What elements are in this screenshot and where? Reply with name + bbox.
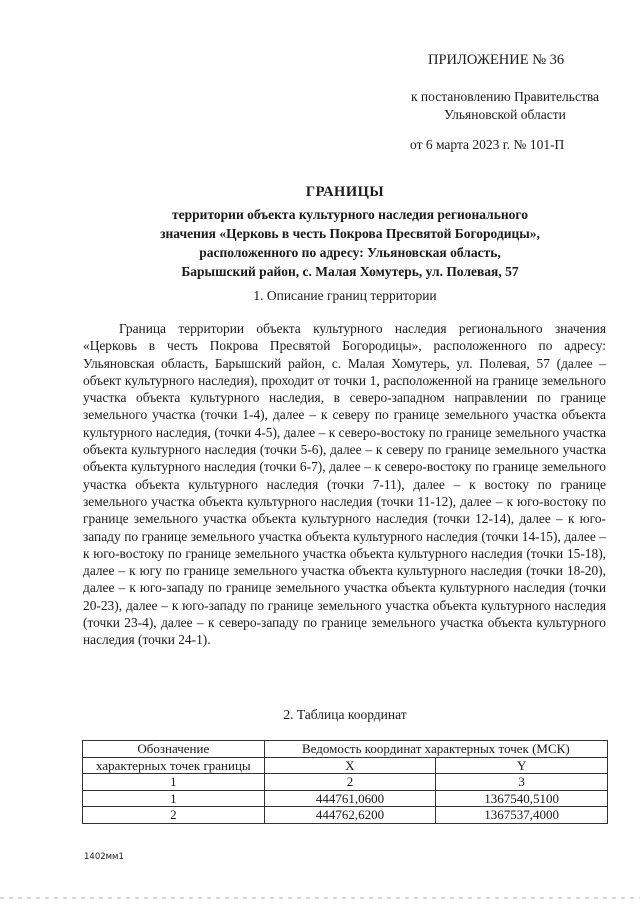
- table-row: [83, 790, 608, 807]
- resolution-date: от 6 марта 2023 г. № 101-П: [410, 137, 565, 152]
- point-number: 1: [83, 790, 265, 807]
- table-header-row: [83, 741, 608, 758]
- subtitle-line-2: значения «Церковь в честь Покрова Пресвятой Богородицы»,: [160, 226, 540, 241]
- x-coordinate: 444762,6200: [264, 807, 436, 824]
- subtitle-line-4: Барышский район, с. Малая Хомутерь, ул. Полевая, 57: [181, 264, 519, 279]
- annex-number: ПРИЛОЖЕНИЕ № 36: [428, 52, 565, 68]
- subtitle-line-3: расположенного по адресу: Ульяновская область,: [199, 245, 501, 260]
- table-subheader-row: [83, 757, 608, 774]
- resolution-line-1: к постановлению Правительства: [410, 89, 600, 104]
- resolution-reference: [390, 88, 620, 124]
- table-row: [83, 807, 608, 824]
- section-2-heading: 2. Таблица координат: [283, 707, 407, 722]
- y-coordinate: 1367537,4000: [436, 807, 608, 824]
- section-1-heading: 1. Описание границ территории: [253, 288, 437, 303]
- footer-code: 1402мм1: [84, 852, 124, 862]
- column-number: 1: [83, 774, 265, 791]
- y-header: Y: [436, 757, 608, 774]
- point-number: 2: [83, 807, 265, 824]
- coordinates-table: [82, 740, 608, 824]
- y-coordinate: 1367540,5100: [436, 790, 608, 807]
- document-subtitle: [130, 205, 570, 281]
- x-header: X: [264, 757, 436, 774]
- column-number: 2: [264, 774, 436, 791]
- subtitle-line-1: территории объекта культурного наследия регионального: [172, 207, 528, 222]
- scan-artifact-line: [0, 897, 640, 899]
- point-designation-header-2: характерных точек границы: [83, 757, 265, 774]
- boundary-description: Граница территории объекта культурного наследия регионального значения «Церковь в честь Покрова Пресвятой Богородицы», расположенного по адресу: Ульяновская область, Барышский район, с. Малая Хомутерь, ул. Полевая, 57 (далее – объект культурного наследия), проходит от точки 1, расположенной на границе земельного участка объекта культурного наследия, в северо-западном направлении по границе земельного участка (точки 1-4), далее – к северу по границе земельного участка объекта культурного наследия, (точки 4-5), далее – к северо-востоку по границе земельного участка объекта культурного наследия (точки 5-6), далее – к северу по границе земельного участка объекта культурного наследия (точки 6-7), далее – к северо-востоку по границе земельного участка объекта культурного наследия (точки 7-11), далее – к востоку по границе земельного участка объекта культурного наследия (точки 11-12), далее – к юго-востоку по границе земельного участка объекта культурного наследия (точки 12-14), далее – к юго-западу по границе земельного участка объекта культурного наследия (точки 14-15), далее – к юго-востоку по границе земельного участка объекта культурного наследия (точки 15-18), далее – к югу по границе земельного участка объекта культурного наследия (точки 18-20), далее – к юго-западу по границе земельного участка объекта культурного наследия (точки 20-23), далее – к юго-западу по границе земельного участка объекта культурного наследия (точки 23-4), далее – к северо-западу по границе земельного участка объекта культурного наследия (точки 24-1).: [83, 321, 606, 648]
- coordinates-header: Ведомость координат характерных точек (МСК): [264, 741, 607, 758]
- x-coordinate: 444761,0600: [264, 790, 436, 807]
- resolution-line-2: Ульяновской области: [444, 107, 566, 122]
- column-numbering-row: [83, 774, 608, 791]
- point-designation-header: Обозначение: [83, 741, 265, 758]
- column-number: 3: [436, 774, 608, 791]
- document-title: ГРАНИЦЫ: [305, 184, 385, 200]
